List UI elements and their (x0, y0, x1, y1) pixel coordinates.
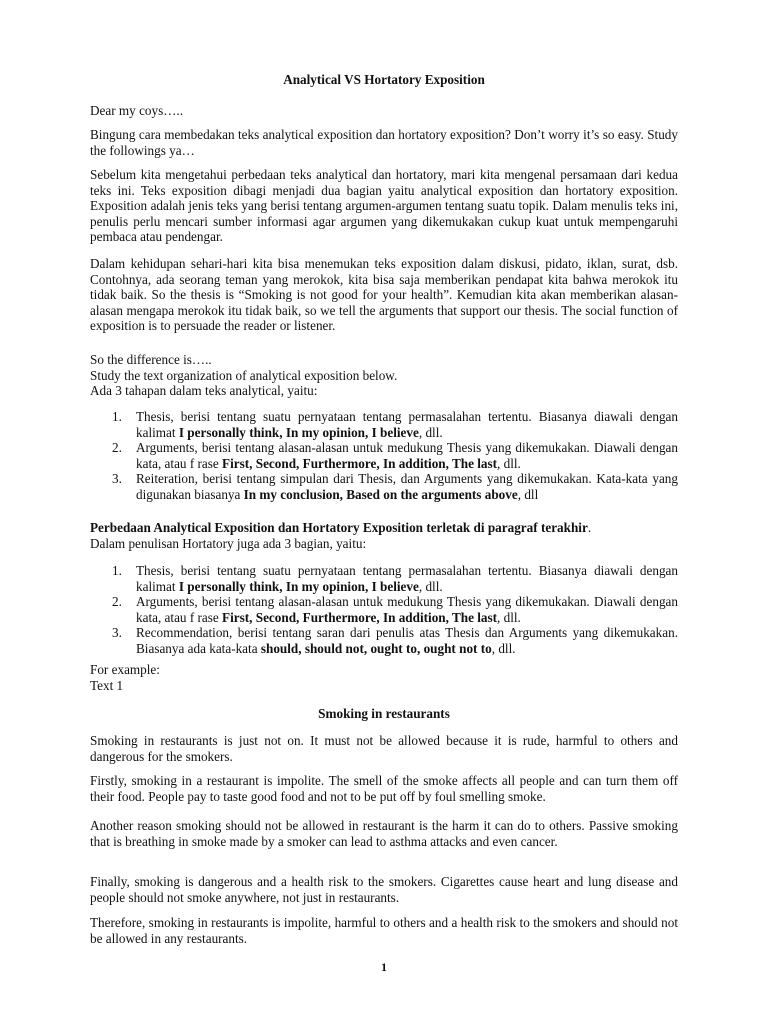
example-paragraph: Firstly, smoking in a restaurant is impolite. The smell of the smoke affects all people and can turn them off their food. People pay to taste good food and not to be put off by foul smelling smoke. (90, 773, 678, 804)
difference-statement: Perbedaan Analytical Exposition dan Hortatory Exposition terletak di paragraf terakhir. (90, 520, 592, 535)
list-item: 2. Arguments, berisi tentang alasan-alasan untuk medukung Thesis yang dikemukakan. Diawali dengan kata, atau f rase First, Second, Furthermore, In addition, The last, dll. (112, 594, 678, 625)
intro-paragraph: Bingung cara membedakan teks analytical exposition dan hortatory exposition? Don’t worry it’s so easy. Study the followings ya… (90, 127, 678, 158)
list-item: 3. Reiteration, berisi tentang simpulan dari Thesis, dan Arguments yang dikemukakan. Kata-kata yang digunakan biasanya In my conclusion, Based on the arguments above, dll (112, 471, 678, 502)
example-paragraph: Another reason smoking should not be allowed in restaurant is the harm it can do to others. Passive smoking that is breathing in smoke made by a smoker can lead to asthma attacks and even cancer. (90, 818, 678, 849)
example-title: Smoking in restaurants (318, 706, 450, 721)
hortatory-structure-list (90, 563, 678, 657)
page-number: 1 (381, 960, 387, 974)
difference-line-1: So the difference is….. (90, 352, 212, 367)
list-item: 1. Thesis, berisi tentang suatu pernyataan tentang permasalahan tertentu. Biasanya diawali dengan kalimat I personally think, In my opinion, I believe, dll. (112, 409, 678, 440)
list-item: 1. Thesis, berisi tentang suatu pernyataan tentang permasalahan tertentu. Biasanya diawali dengan kalimat I personally think, In my opinion, I believe, dll. (112, 563, 678, 594)
list-item: 3. Recommendation, berisi tentang saran dari penulis atas Thesis dan Arguments yang dikemukakan. Biasanya ada kata-kata should, should not, ought to, ought not to, dll. (112, 625, 678, 656)
example-label: For example: (90, 662, 160, 677)
example-paragraph: Therefore, smoking in restaurants is impolite, harmful to others and a health risk to the smokers and should not be allowed in any restaurants. (90, 915, 678, 946)
example-paragraph: Finally, smoking is dangerous and a health risk to the smokers. Cigarettes cause heart and lung disease and people should not smoke anywhere, not just in restaurants. (90, 874, 678, 905)
example-paragraph: Smoking in restaurants is just not on. It must not be allowed because it is rude, harmful to others and dangerous for the smokers. (90, 733, 678, 764)
difference-line-3: Ada 3 tahapan dalam teks analytical, yaitu: (90, 383, 318, 399)
list-item: 2. Arguments, berisi tentang alasan-alasan untuk medukung Thesis yang dikemukakan. Diawali dengan kata, atau f rase First, Second, Furthermore, In addition, The last, dll. (112, 440, 678, 471)
analytical-structure-list (90, 409, 678, 503)
greeting: Dear my coys….. (90, 103, 184, 118)
hortatory-intro: Dalam penulisan Hortatory juga ada 3 bagian, yaitu: (90, 536, 367, 551)
text-label: Text 1 (90, 677, 124, 693)
page-title: Analytical VS Hortatory Exposition (283, 72, 485, 87)
paragraph-exposition-example: Dalam kehidupan sehari-hari kita bisa menemukan teks exposition dalam diskusi, pidato, iklan, surat, dsb. Contohnya, ada seorang teman yang merokok, kita bisa saja memberikan pendapat kita bahwa merokok itu tidak baik. So the thesis is “Smoking is not good for your health”. Kemudian kita akan memberikan alasan-alasan mengapa merokok itu tidak baik, so we tell the arguments that support our thesis. The social function of exposition is to persuade the reader or listener. (90, 256, 678, 334)
paragraph-exposition-definition: Sebelum kita mengetahui perbedaan teks analytical dan hortatory, mari kita mengenal persamaan dari kedua teks ini. Teks exposition dibagi menjadi dua bagian yaitu analytical exposition dan hortatory exposition. Exposition adalah jenis teks yang berisi tentang argumen-argumen tentang suatu topik. Dalam menulis teks ini, penulis perlu mencari sumber informasi agar argumen yang dikemukakan cukup kuat untuk mempengaruhi pembaca atau pendengar. (90, 167, 678, 245)
difference-intro (90, 352, 678, 399)
difference-line-2: Study the text organization of analytical exposition below. (90, 367, 398, 383)
example-label-block (90, 662, 678, 693)
